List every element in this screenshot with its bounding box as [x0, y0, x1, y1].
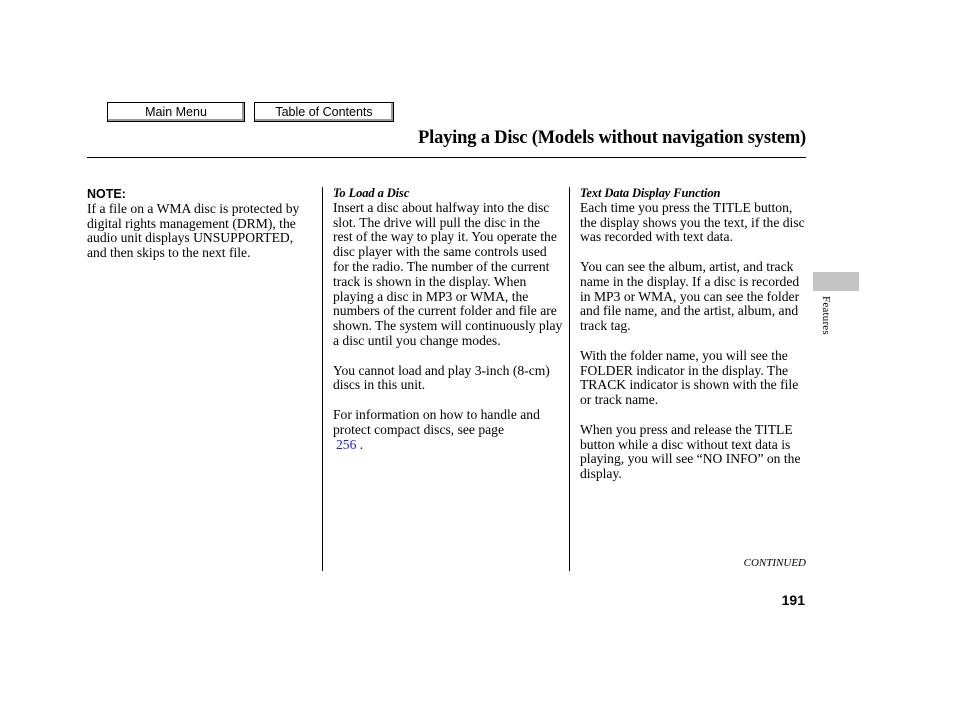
note-label: NOTE: [87, 187, 126, 201]
table-of-contents-button[interactable]: Table of Contents [254, 102, 394, 122]
section-tab [813, 272, 859, 291]
paragraph: With the folder name, you will see the FOLDER indicator in the display. The TRACK indicator is shown with the file or track name. [580, 347, 799, 408]
paragraph: When you press and release the TITLE button while a disc without text data is playing, you will see “NO INFO” on the display. [580, 421, 801, 482]
paragraph: Insert a disc about halfway into the disc slot. The drive will pull the disc in the rest of the way to play it. You operate the disc player with the same controls used for the radio. The number of the current track is shown in the display. When playing a disc in MP3 or WMA, the numbers of the current folder and file are shown. The system will continuously play a disc until you change modes. [333, 199, 563, 348]
note-text: If a file on a WMA disc is protected by digital rights management (DRM), the audio unit displays UNSUPPORTED, and then skips to the next file. [87, 200, 300, 261]
page-number: 191 [781, 592, 805, 608]
main-menu-button[interactable]: Main Menu [107, 102, 245, 122]
continued-label: CONTINUED [743, 557, 806, 569]
section-heading-text-data: Text Data Display Function [580, 186, 721, 200]
paragraph: You can see the album, artist, and track name in the display. If a disc is recorded in MP3 or WMA, you can see the folder and file name, and the artist, album, and track tag. [580, 258, 800, 334]
paragraph [333, 408, 563, 452]
paragraph-end: . [359, 436, 364, 452]
paragraph: Each time you press the TITLE button, the display shows you the text, if the disc was recorded with text data. [580, 199, 805, 245]
page-link-256[interactable]: 256 [336, 436, 357, 452]
column-divider [569, 187, 570, 571]
load-disc-column [333, 186, 563, 467]
section-tab-label: Features [820, 296, 832, 335]
page-title: Playing a Disc (Models without navigation system) [418, 128, 806, 148]
paragraph-text: For information on how to handle and protect compact discs, see page [333, 406, 540, 437]
title-divider [87, 157, 806, 158]
section-heading-load-disc: To Load a Disc [333, 186, 410, 200]
note-column [87, 186, 313, 276]
column-divider [322, 187, 323, 571]
text-data-column [580, 186, 812, 497]
paragraph: You cannot load and play 3-inch (8-cm) discs in this unit. [333, 362, 550, 393]
